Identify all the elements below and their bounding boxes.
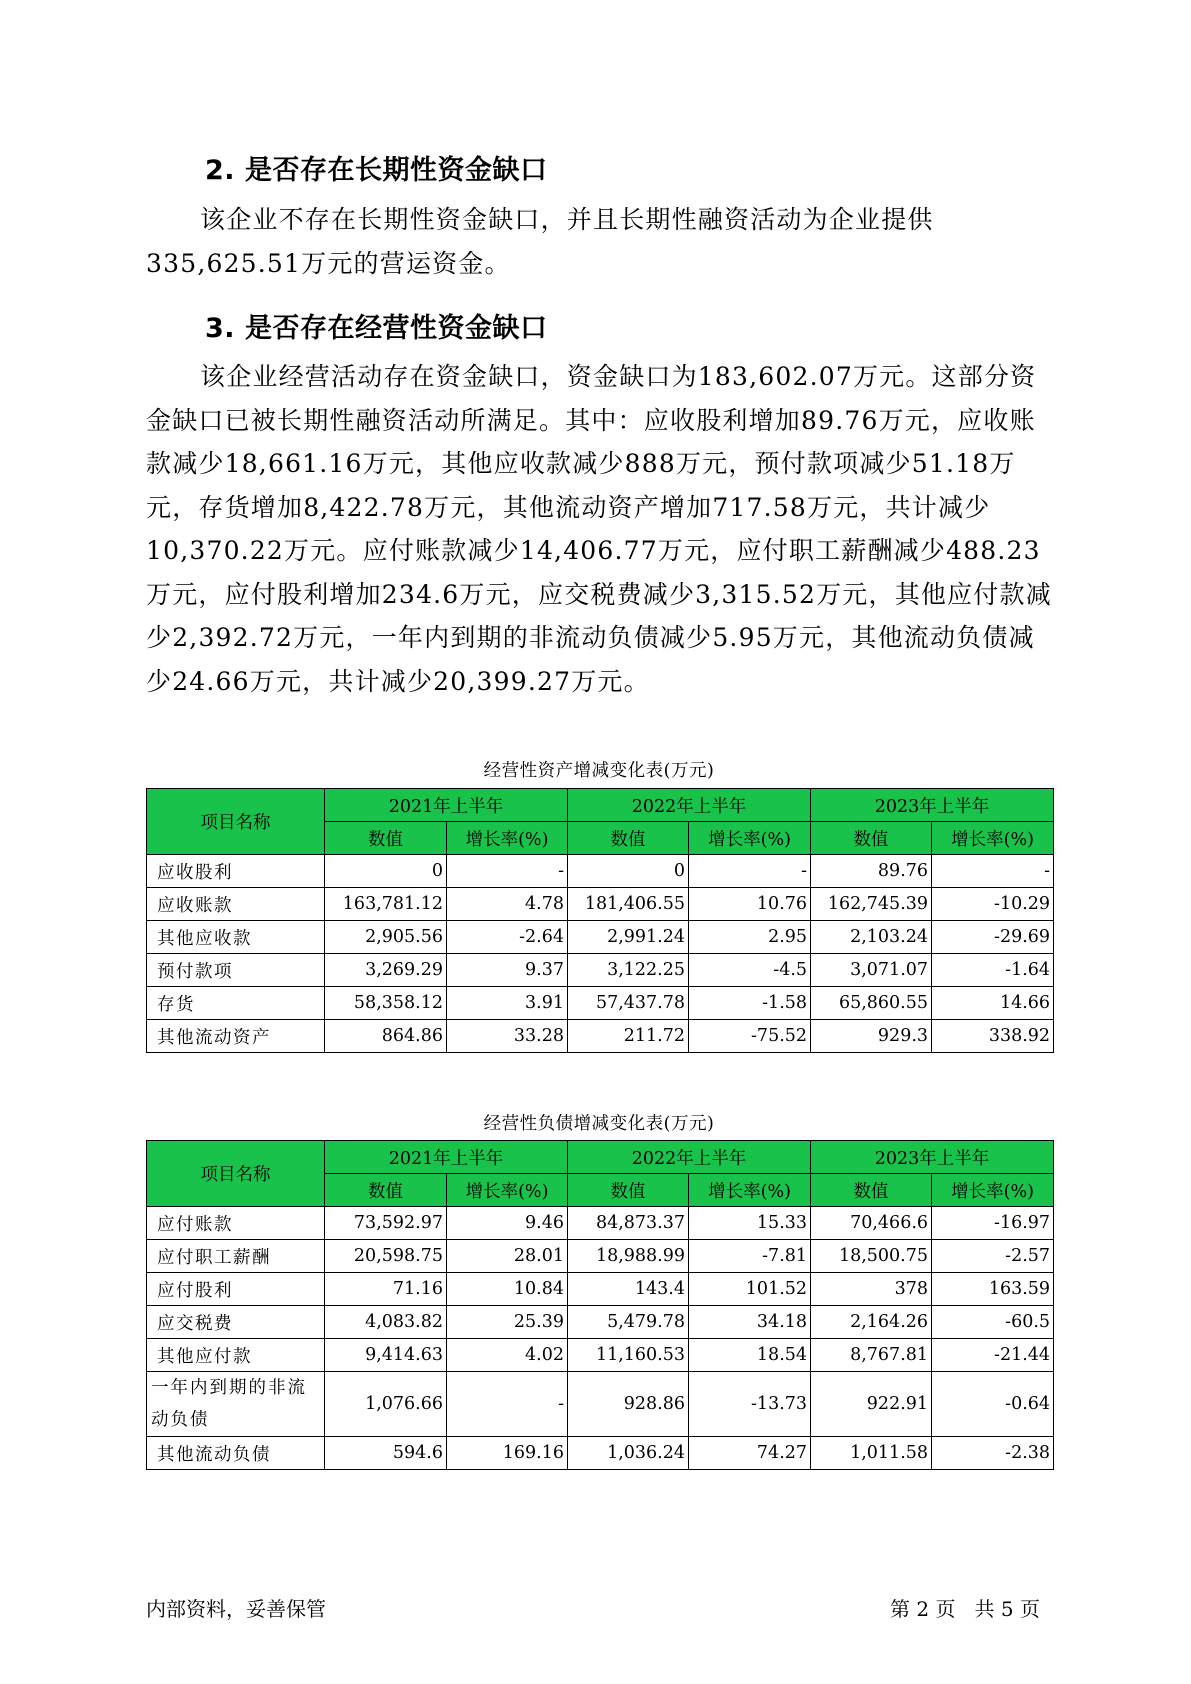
cell: -2.64 [447, 921, 568, 954]
cell: -4.5 [689, 954, 811, 987]
cell: 211.72 [568, 1020, 689, 1053]
cell: 1,036.24 [568, 1437, 689, 1470]
cell: 2,164.26 [811, 1306, 932, 1339]
table-row [147, 1437, 1054, 1470]
section-2-paragraph: 该企业不存在长期性资金缺口，并且长期性融资活动为企业提供335,625.51万元的营运资金。 [146, 205, 934, 278]
row-name: 应交税费 [147, 1306, 325, 1339]
cell: - [447, 855, 568, 888]
cell: - [447, 1372, 568, 1437]
cell: 169.16 [447, 1437, 568, 1470]
cell: 181,406.55 [568, 888, 689, 921]
cell: 3,071.07 [811, 954, 932, 987]
section-3-heading: 3. 是否存在经营性资金缺口 [205, 313, 548, 344]
cell: -0.64 [932, 1372, 1054, 1437]
table-row [147, 1339, 1054, 1372]
cell: 11,160.53 [568, 1339, 689, 1372]
row-name: 应付账款 [147, 1207, 325, 1240]
row-name: 其他流动负债 [147, 1437, 325, 1470]
cell: 4.78 [447, 888, 568, 921]
cell: 15.33 [689, 1207, 811, 1240]
table-row [147, 1020, 1054, 1053]
period-2023-header: 2023年上半年 [811, 1141, 1054, 1174]
cell: 338.92 [932, 1020, 1054, 1053]
cell: -21.44 [932, 1339, 1054, 1372]
cell: 9,414.63 [325, 1339, 447, 1372]
value-header: 数值 [325, 1174, 447, 1207]
cell: -7.81 [689, 1240, 811, 1273]
table-row [147, 1273, 1054, 1306]
cell: 0 [568, 855, 689, 888]
cell: 2.95 [689, 921, 811, 954]
liability-table [146, 1140, 1054, 1470]
footer-confidential-note: 内部资料，妥善保管 [146, 1597, 326, 1621]
row-name: 其他应付款 [147, 1339, 325, 1372]
cell: 162,745.39 [811, 888, 932, 921]
table-row [147, 888, 1054, 921]
table-row [147, 954, 1054, 987]
cell: -60.5 [932, 1306, 1054, 1339]
cell: 4.02 [447, 1339, 568, 1372]
cell: 71.16 [325, 1273, 447, 1306]
cell: 8,767.81 [811, 1339, 932, 1372]
cell: -13.73 [689, 1372, 811, 1437]
cell: - [932, 855, 1054, 888]
cell: 25.39 [447, 1306, 568, 1339]
footer-page-number: 第 2 页 共 5 页 [890, 1597, 1040, 1621]
cell: 10.84 [447, 1273, 568, 1306]
cell: 18,988.99 [568, 1240, 689, 1273]
cell: 58,358.12 [325, 987, 447, 1020]
section-2-heading: 2. 是否存在长期性资金缺口 [205, 155, 548, 186]
growth-header: 增长率(%) [447, 822, 568, 855]
period-2022-header: 2022年上半年 [568, 1141, 811, 1174]
cell: 9.37 [447, 954, 568, 987]
cell: 74.27 [689, 1437, 811, 1470]
cell: 101.52 [689, 1273, 811, 1306]
growth-header: 增长率(%) [689, 1174, 811, 1207]
cell: 928.86 [568, 1372, 689, 1437]
period-2021-header: 2021年上半年 [325, 789, 568, 822]
growth-header: 增长率(%) [447, 1174, 568, 1207]
cell: 57,437.78 [568, 987, 689, 1020]
cell: 3,122.25 [568, 954, 689, 987]
cell: -16.97 [932, 1207, 1054, 1240]
section-3-paragraph: 该企业经营活动存在资金缺口，资金缺口为183,602.07万元。这部分资金缺口已被长期性融资活动所满足。其中：应收股利增加89.76万元，应收账款减少18,661.16万元，其他应收款减少888万元，预付款项减少51.18万元，存货增加8,422.78万元，其他流动资产增加717.58万元，共计减少10,370.22万元。应付账款减少14,406.77万元，应付职工薪酬减少488.23万元，应付股利增加234.6万元，应交税费减少3,315.52万元，其他应付款减少2,392.72万元，一年内到期的非流动负债减少5.95万元，其他流动负债减少24.66万元，共计减少20,399.27万元。 [146, 362, 1052, 696]
cell: 3.91 [447, 987, 568, 1020]
cell: -1.58 [689, 987, 811, 1020]
cell: 3,269.29 [325, 954, 447, 987]
cell: 34.18 [689, 1306, 811, 1339]
cell: 33.28 [447, 1020, 568, 1053]
row-name: 预付款项 [147, 954, 325, 987]
value-header: 数值 [325, 822, 447, 855]
cell: -1.64 [932, 954, 1054, 987]
cell: 65,860.55 [811, 987, 932, 1020]
cell: 10.76 [689, 888, 811, 921]
growth-header: 增长率(%) [932, 1174, 1054, 1207]
cell: 143.4 [568, 1273, 689, 1306]
cell: 0 [325, 855, 447, 888]
table-row [147, 1240, 1054, 1273]
cell: 594.6 [325, 1437, 447, 1470]
liability-table-caption: 经营性负债增减变化表(万元) [483, 1114, 715, 1134]
cell: 1,076.66 [325, 1372, 447, 1437]
cell: - [689, 855, 811, 888]
cell: 20,598.75 [325, 1240, 447, 1273]
cell: 2,991.24 [568, 921, 689, 954]
row-name: 一年内到期的非流动负债 [147, 1372, 325, 1437]
table-row [147, 855, 1054, 888]
row-name: 应付职工薪酬 [147, 1240, 325, 1273]
table-row [147, 1207, 1054, 1240]
row-name: 存货 [147, 987, 325, 1020]
row-name: 应收股利 [147, 855, 325, 888]
cell: 89.76 [811, 855, 932, 888]
cell: 5,479.78 [568, 1306, 689, 1339]
cell: 9.46 [447, 1207, 568, 1240]
table-row [147, 1372, 1054, 1437]
table-row [147, 921, 1054, 954]
cell: -10.29 [932, 888, 1054, 921]
asset-table-caption: 经营性资产增减变化表(万元) [483, 761, 715, 781]
table-row [147, 987, 1054, 1020]
cell: 864.86 [325, 1020, 447, 1053]
asset-table [146, 788, 1054, 1053]
cell: 84,873.37 [568, 1207, 689, 1240]
value-header: 数值 [811, 822, 932, 855]
cell: 14.66 [932, 987, 1054, 1020]
table-row [147, 1306, 1054, 1339]
period-2021-header: 2021年上半年 [325, 1141, 568, 1174]
cell: -2.38 [932, 1437, 1054, 1470]
cell: 73,592.97 [325, 1207, 447, 1240]
row-name: 其他应收款 [147, 921, 325, 954]
cell: -75.52 [689, 1020, 811, 1053]
item-name-header: 项目名称 [147, 789, 325, 855]
cell: 28.01 [447, 1240, 568, 1273]
item-name-header: 项目名称 [147, 1141, 325, 1207]
cell: -2.57 [932, 1240, 1054, 1273]
cell: 922.91 [811, 1372, 932, 1437]
cell: 2,905.56 [325, 921, 447, 954]
cell: 18,500.75 [811, 1240, 932, 1273]
cell: 1,011.58 [811, 1437, 932, 1470]
cell: 70,466.6 [811, 1207, 932, 1240]
value-header: 数值 [568, 822, 689, 855]
cell: 2,103.24 [811, 921, 932, 954]
cell: 4,083.82 [325, 1306, 447, 1339]
value-header: 数值 [811, 1174, 932, 1207]
cell: 18.54 [689, 1339, 811, 1372]
growth-header: 增长率(%) [689, 822, 811, 855]
value-header: 数值 [568, 1174, 689, 1207]
period-2022-header: 2022年上半年 [568, 789, 811, 822]
row-name: 应付股利 [147, 1273, 325, 1306]
row-name: 应收账款 [147, 888, 325, 921]
row-name: 其他流动资产 [147, 1020, 325, 1053]
cell: 929.3 [811, 1020, 932, 1053]
period-2023-header: 2023年上半年 [811, 789, 1054, 822]
cell: -29.69 [932, 921, 1054, 954]
cell: 378 [811, 1273, 932, 1306]
cell: 163.59 [932, 1273, 1054, 1306]
growth-header: 增长率(%) [932, 822, 1054, 855]
cell: 163,781.12 [325, 888, 447, 921]
